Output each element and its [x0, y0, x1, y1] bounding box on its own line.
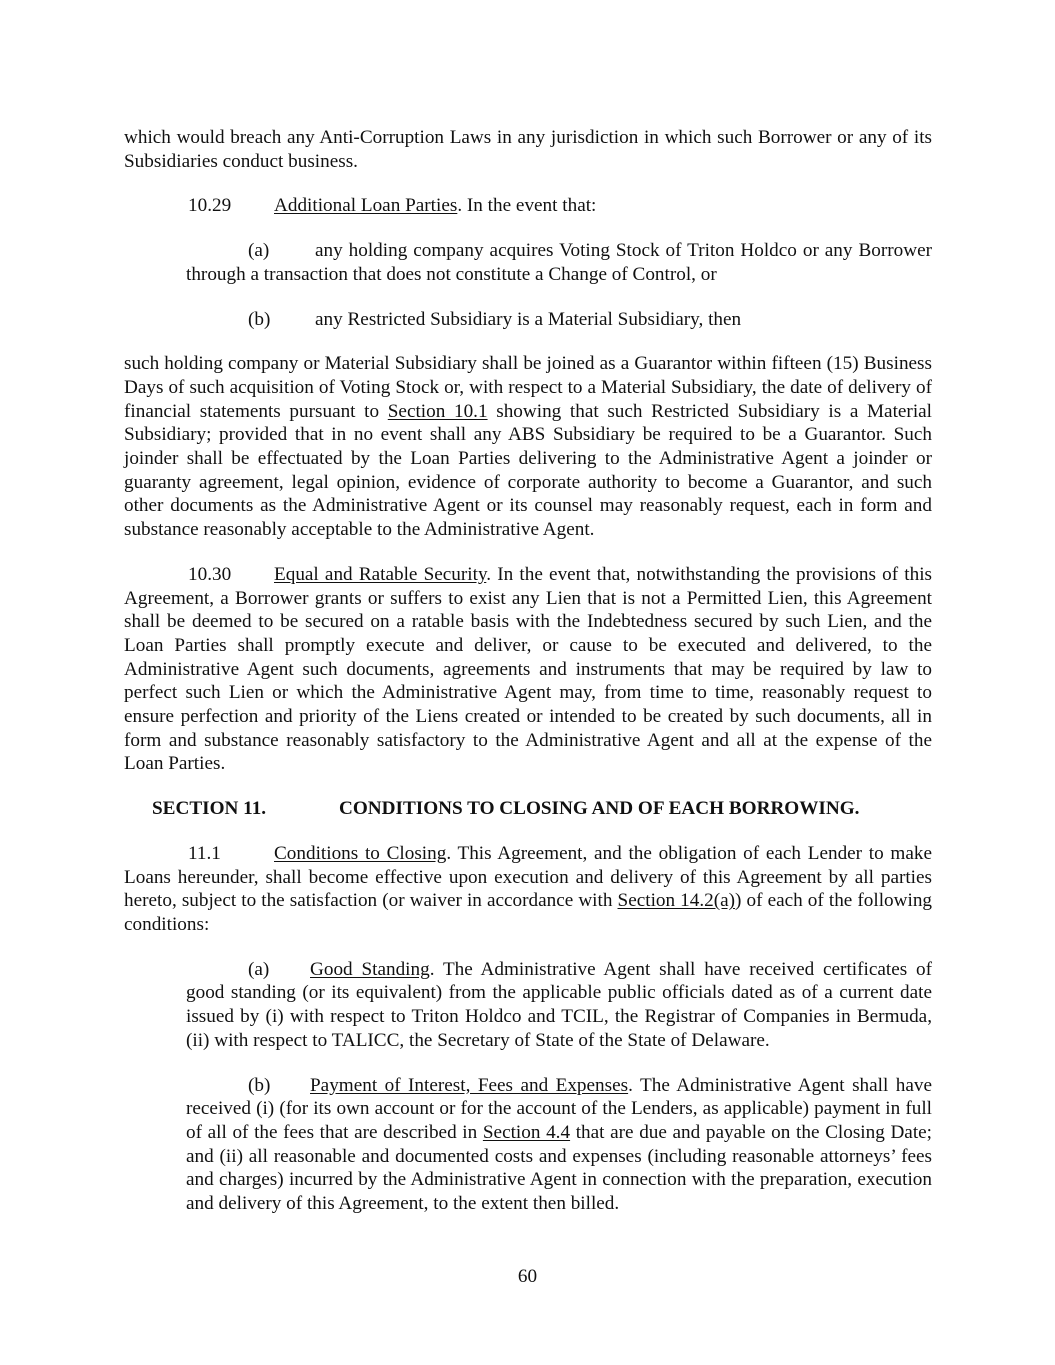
section-reference: Section 10.1: [387, 400, 488, 422]
section-reference: Section 14.2(a): [617, 890, 736, 912]
page-number: 60: [517, 1266, 538, 1287]
clause-11-1-b: [186, 1074, 932, 1216]
clause-title: Payment of Interest, Fees and Expenses: [310, 1074, 629, 1096]
section-number: 10.30: [188, 563, 232, 585]
paragraph-text: showing that such Restricted Subsidiary is a Material Subsidiary; provided that in no event shall any ABS Subsidiary be required to be a Guarantor. Such joinder shall be effectuated by the Loan Parties delivering to the Administrative Agent a joinder or guaranty agreement, legal opinion, evidence of corporate authority to become a Guarantor, and such other documents as the Administrative Agent or its counsel may reasonably request, each in form and substance reasonably acceptable to the Administrative Agent.: [124, 400, 932, 541]
clause-text: any holding company acquires Voting Stock of Triton Holdco or any Borrower through a transaction that does not constitute a Change of Control, or: [186, 240, 932, 285]
clause-label: (a): [248, 958, 270, 980]
clause-text: that are due and payable on the Closing Date; and (ii) all reasonable and documented costs and expenses (including reasonable attorneys’ fees and charges) incurred by the Administrative Agent in connection with the preparation, execution and delivery of this Agreement, to the extent then billed.: [186, 1121, 932, 1215]
section-11-heading: [124, 797, 932, 821]
section-10-29: [124, 194, 932, 218]
clause-text: any Restricted Subsidiary is a Material Subsidiary, then: [315, 308, 742, 330]
section-10-30: [124, 563, 932, 776]
section-number: 10.29: [188, 195, 232, 217]
document-page: [124, 126, 932, 1216]
clause-title: Good Standing: [310, 958, 430, 980]
clause-label: (b): [248, 1074, 271, 1096]
section-text: . In the event that:: [457, 195, 597, 217]
clause-label: (a): [248, 240, 270, 262]
clause-text: . The Administrative Agent shall have received (i) (for its own account or for the account of the Lenders, as applicable) payment in full of all of the fees that are described in: [186, 1074, 932, 1143]
section-title: Conditions to Closing: [274, 842, 447, 864]
section-heading-number: SECTION 11.: [152, 798, 267, 820]
section-title: Equal and Ratable Security: [274, 563, 487, 585]
section-text: ) of each of the following conditions:: [124, 890, 933, 935]
paragraph-joinder: [124, 352, 932, 542]
section-reference: Section 4.4: [482, 1121, 571, 1143]
section-text: . In the event that, notwithstanding the provisions of this Agreement, a Borrower grants or suffers to exist any Lien that is not a Permitted Lien, this Agreement shall be deemed to be secured on a ratable basis with the Indebtedness secured by such Lien, and the Loan Parties shall promptly execute and deliver, or cause to be executed and delivered, to the Administrative Agent such documents, agreements and instruments that may be required by law to perfect such Lien or which the Administrative Agent may, from time to time, reasonably request to ensure perfection and priority of the Liens created or intended to be created by such documents, all in form and substance reasonably satisfactory to the Administrative Agent and all at the expense of the Loan Parties.: [124, 563, 932, 775]
section-number: 11.1: [188, 842, 221, 864]
clause-10-29-b: [186, 308, 932, 332]
section-11-1: [124, 842, 932, 937]
section-text: . This Agreement, and the obligation of each Lender to make Loans hereunder, shall become effective upon execution and delivery of this Agreement by all parties hereto, subject to the satisfaction (or waiver in accordance with: [124, 842, 932, 912]
clause-11-1-a: [186, 958, 932, 1053]
section-heading-title: CONDITIONS TO CLOSING AND OF EACH BORROWING.: [339, 798, 860, 820]
paragraph-continuation: which would breach any Anti-Corruption Laws in any jurisdiction in which such Borrower or any of its Subsidiaries conduct business.: [124, 127, 932, 172]
paragraph-text: such holding company or Material Subsidiary shall be joined as a Guarantor within fifteen (15) Business Days of such acquisition of Voting Stock or, with respect to a Material Subsidiary, the date of delivery of financial statements pursuant to: [124, 353, 932, 422]
clause-text: . The Administrative Agent shall have received certificates of good standing (or its equivalent) from the applicable public officials dated as of a current date issued by (i) with respect to Triton Holdco and TCIL, the Registrar of Companies in Bermuda, (ii) with respect to TALICC, the Secretary of State of the State of Delaware.: [186, 958, 932, 1051]
section-title: Additional Loan Parties: [274, 195, 458, 217]
clause-10-29-a: [186, 239, 932, 286]
clause-label: (b): [248, 308, 271, 330]
